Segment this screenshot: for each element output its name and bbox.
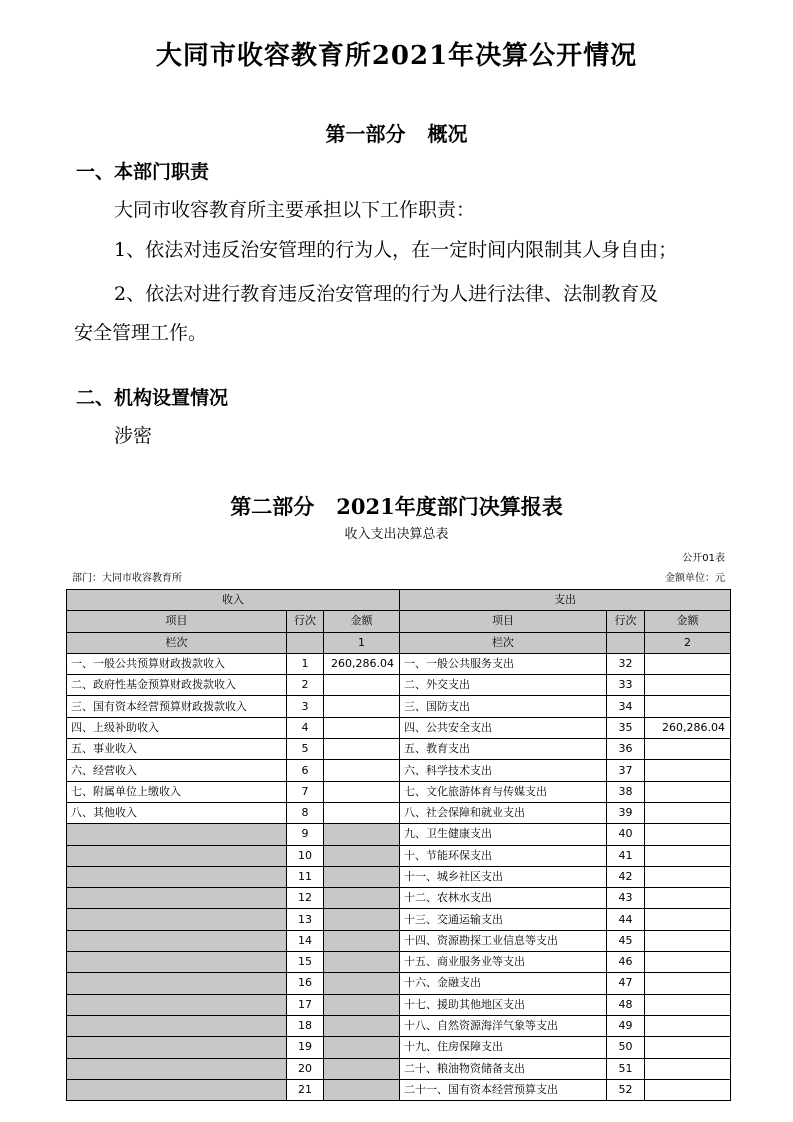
- expense-header: 支出: [400, 590, 731, 611]
- expense-item-name: 十四、资源勘探工业信息等支出: [400, 930, 607, 951]
- expense-amount: 260,286.04: [645, 717, 731, 738]
- income-item-name: [67, 930, 287, 951]
- expense-amount: [645, 824, 731, 845]
- expense-amount: [645, 973, 731, 994]
- section-heading-org: 二、机构设置情况: [76, 387, 229, 409]
- income-amount: [324, 675, 400, 696]
- expense-row-number: 50: [607, 1037, 645, 1058]
- expense-item-name: 七、文化旅游体育与传媒支出: [400, 781, 607, 802]
- table-header-columns: [67, 611, 731, 632]
- table-row: [67, 973, 731, 994]
- expense-row-number: 44: [607, 909, 645, 930]
- income-item-name: [67, 888, 287, 909]
- expense-item-name: 二十、粮油物资储备支出: [400, 1058, 607, 1079]
- table-row: [67, 909, 731, 930]
- part1-title: [0, 120, 793, 148]
- income-amount: [324, 866, 400, 887]
- income-row-number: 3: [287, 696, 324, 717]
- income-row-number: 5: [287, 739, 324, 760]
- income-row-number: 4: [287, 717, 324, 738]
- table-row: [67, 802, 731, 823]
- income-item-name: 三、国有资本经营预算财政拨款收入: [67, 696, 287, 717]
- expense-item-name: 三、国防支出: [400, 696, 607, 717]
- income-amount: [324, 717, 400, 738]
- income-row-number: 8: [287, 802, 324, 823]
- table-row: [67, 824, 731, 845]
- income-row-number: 13: [287, 909, 324, 930]
- table-row: [67, 696, 731, 717]
- table-row: [67, 994, 731, 1015]
- expense-amount: [645, 781, 731, 802]
- table-row: [67, 781, 731, 802]
- expense-lanci-no: 2: [645, 632, 731, 653]
- expense-row-number: 39: [607, 802, 645, 823]
- expense-item-name: 二十一、国有资本经营预算支出: [400, 1079, 607, 1100]
- expense-row-number: 45: [607, 930, 645, 951]
- expense-row-number: 40: [607, 824, 645, 845]
- income-row-number: 18: [287, 1015, 324, 1036]
- expense-item-name: 二、外交支出: [400, 675, 607, 696]
- table-row: [67, 717, 731, 738]
- part2-title-name: 2021年度部门决算报表: [336, 494, 563, 519]
- income-amount: [324, 739, 400, 760]
- income-row-number: 12: [287, 888, 324, 909]
- expense-row-number: 33: [607, 675, 645, 696]
- table-row: [67, 675, 731, 696]
- income-item-name: [67, 1037, 287, 1058]
- expense-row-number: 35: [607, 717, 645, 738]
- expense-amount: [645, 888, 731, 909]
- part2-title-number: 第二部分: [230, 494, 315, 519]
- income-col-amount: 金额: [324, 611, 400, 632]
- duties-intro: 大同市收容教育所主要承担以下工作职责：: [114, 199, 476, 221]
- income-item-name: 五、事业收入: [67, 739, 287, 760]
- income-item-name: [67, 866, 287, 887]
- income-item-name: 二、政府性基金预算财政拨款收入: [67, 675, 287, 696]
- table-row: [67, 1079, 731, 1100]
- income-amount: [324, 888, 400, 909]
- section-heading-duties: 一、本部门职责: [76, 161, 210, 183]
- expense-amount: [645, 930, 731, 951]
- part1-title-name: 概况: [427, 122, 468, 146]
- duty-item-1: 1、依法对违反治安管理的行为人，在一定时间内限制其人身自由；: [114, 239, 678, 261]
- income-row-number: 9: [287, 824, 324, 845]
- expense-item-name: 十九、住房保障支出: [400, 1037, 607, 1058]
- income-amount: [324, 1058, 400, 1079]
- form-code: 公开01表: [682, 553, 725, 564]
- income-item-name: [67, 1058, 287, 1079]
- expense-row-number: 52: [607, 1079, 645, 1100]
- income-amount: [324, 781, 400, 802]
- expense-col-amount: 金额: [645, 611, 731, 632]
- income-lanci-label: 栏次: [67, 632, 287, 653]
- table-row: [67, 930, 731, 951]
- expense-row-number: 37: [607, 760, 645, 781]
- income-expense-table: [66, 589, 731, 1101]
- document-title: 大同市收容教育所2021年决算公开情况: [155, 41, 638, 71]
- part1-title-number: 第一部分: [325, 122, 406, 146]
- expense-row-number: 43: [607, 888, 645, 909]
- expense-item-name: 十一、城乡社区支出: [400, 866, 607, 887]
- income-amount: [324, 802, 400, 823]
- expense-col-row: 行次: [607, 611, 645, 632]
- amount-unit: 金额单位：元: [665, 573, 725, 584]
- expense-row-number: 34: [607, 696, 645, 717]
- expense-row-number: 46: [607, 952, 645, 973]
- expense-amount: [645, 653, 731, 674]
- expense-row-number: 47: [607, 973, 645, 994]
- income-item-name: [67, 1079, 287, 1100]
- income-item-name: 八、其他收入: [67, 802, 287, 823]
- income-amount: [324, 952, 400, 973]
- income-item-name: 一、一般公共预算财政拨款收入: [67, 653, 287, 674]
- income-row-number: 11: [287, 866, 324, 887]
- income-amount: [324, 1079, 400, 1100]
- expense-amount: [645, 675, 731, 696]
- income-amount: [324, 696, 400, 717]
- expense-amount: [645, 1037, 731, 1058]
- income-amount: [324, 824, 400, 845]
- expense-row-number: 48: [607, 994, 645, 1015]
- income-row-number: 15: [287, 952, 324, 973]
- expense-lanci-blank: [607, 632, 645, 653]
- table-row: [67, 653, 731, 674]
- income-row-number: 16: [287, 973, 324, 994]
- income-row-number: 10: [287, 845, 324, 866]
- expense-amount: [645, 1058, 731, 1079]
- expense-row-number: 42: [607, 866, 645, 887]
- expense-lanci-label: 栏次: [400, 632, 607, 653]
- expense-row-number: 38: [607, 781, 645, 802]
- income-row-number: 21: [287, 1079, 324, 1100]
- expense-row-number: 51: [607, 1058, 645, 1079]
- income-col-item: 项目: [67, 611, 287, 632]
- income-amount: [324, 760, 400, 781]
- expense-amount: [645, 1015, 731, 1036]
- expense-row-number: 32: [607, 653, 645, 674]
- income-item-name: [67, 824, 287, 845]
- income-item-name: 七、附属单位上缴收入: [67, 781, 287, 802]
- expense-row-number: 36: [607, 739, 645, 760]
- table-lanci-row: [67, 632, 731, 653]
- expense-item-name: 五、教育支出: [400, 739, 607, 760]
- income-row-number: 7: [287, 781, 324, 802]
- table-row: [67, 1058, 731, 1079]
- expense-item-name: 八、社会保障和就业支出: [400, 802, 607, 823]
- expense-item-name: 十八、自然资源海洋气象等支出: [400, 1015, 607, 1036]
- income-header: 收入: [67, 590, 400, 611]
- income-amount: 260,286.04: [324, 653, 400, 674]
- table-row: [67, 1037, 731, 1058]
- income-row-number: 1: [287, 653, 324, 674]
- org-text: 涉密: [114, 425, 153, 447]
- table-header-group: [67, 590, 731, 611]
- income-amount: [324, 909, 400, 930]
- income-item-name: 四、上级补助收入: [67, 717, 287, 738]
- income-amount: [324, 973, 400, 994]
- table-row: [67, 866, 731, 887]
- expense-amount: [645, 952, 731, 973]
- part2-title: [0, 493, 793, 521]
- table-row: [67, 760, 731, 781]
- expense-amount: [645, 845, 731, 866]
- table-caption: 收入支出决算总表: [344, 527, 449, 542]
- income-item-name: [67, 994, 287, 1015]
- income-amount: [324, 994, 400, 1015]
- department-label: 部门：大同市收容教育所: [72, 573, 182, 584]
- expense-amount: [645, 696, 731, 717]
- table-row: [67, 952, 731, 973]
- income-item-name: 六、经营收入: [67, 760, 287, 781]
- expense-item-name: 十五、商业服务业等支出: [400, 952, 607, 973]
- expense-col-item: 项目: [400, 611, 607, 632]
- expense-row-number: 49: [607, 1015, 645, 1036]
- expense-item-name: 十六、金融支出: [400, 973, 607, 994]
- expense-item-name: 十三、交通运输支出: [400, 909, 607, 930]
- income-item-name: [67, 909, 287, 930]
- duty-item-2-line1: 2、依法对进行教育违反治安管理的行为人进行法律、法制教育及: [114, 283, 659, 305]
- expense-item-name: 十、节能环保支出: [400, 845, 607, 866]
- expense-row-number: 41: [607, 845, 645, 866]
- expense-amount: [645, 909, 731, 930]
- income-row-number: 19: [287, 1037, 324, 1058]
- income-amount: [324, 845, 400, 866]
- income-row-number: 2: [287, 675, 324, 696]
- income-amount: [324, 1037, 400, 1058]
- expense-item-name: 十二、农林水支出: [400, 888, 607, 909]
- income-item-name: [67, 973, 287, 994]
- income-lanci-blank: [287, 632, 324, 653]
- income-item-name: [67, 845, 287, 866]
- income-item-name: [67, 952, 287, 973]
- expense-amount: [645, 739, 731, 760]
- income-amount: [324, 1015, 400, 1036]
- table-row: [67, 1015, 731, 1036]
- income-row-number: 20: [287, 1058, 324, 1079]
- expense-amount: [645, 760, 731, 781]
- expense-amount: [645, 802, 731, 823]
- income-row-number: 14: [287, 930, 324, 951]
- table-row: [67, 739, 731, 760]
- expense-item-name: 十七、援助其他地区支出: [400, 994, 607, 1015]
- expense-item-name: 六、科学技术支出: [400, 760, 607, 781]
- income-row-number: 6: [287, 760, 324, 781]
- expense-amount: [645, 1079, 731, 1100]
- income-row-number: 17: [287, 994, 324, 1015]
- income-lanci-no: 1: [324, 632, 400, 653]
- expense-amount: [645, 866, 731, 887]
- income-amount: [324, 930, 400, 951]
- duty-item-2-line2: 安全管理工作。: [74, 322, 208, 344]
- expense-item-name: 四、公共安全支出: [400, 717, 607, 738]
- table-row: [67, 845, 731, 866]
- expense-item-name: 一、一般公共服务支出: [400, 653, 607, 674]
- expense-item-name: 九、卫生健康支出: [400, 824, 607, 845]
- table-row: [67, 888, 731, 909]
- expense-amount: [645, 994, 731, 1015]
- income-col-row: 行次: [287, 611, 324, 632]
- income-item-name: [67, 1015, 287, 1036]
